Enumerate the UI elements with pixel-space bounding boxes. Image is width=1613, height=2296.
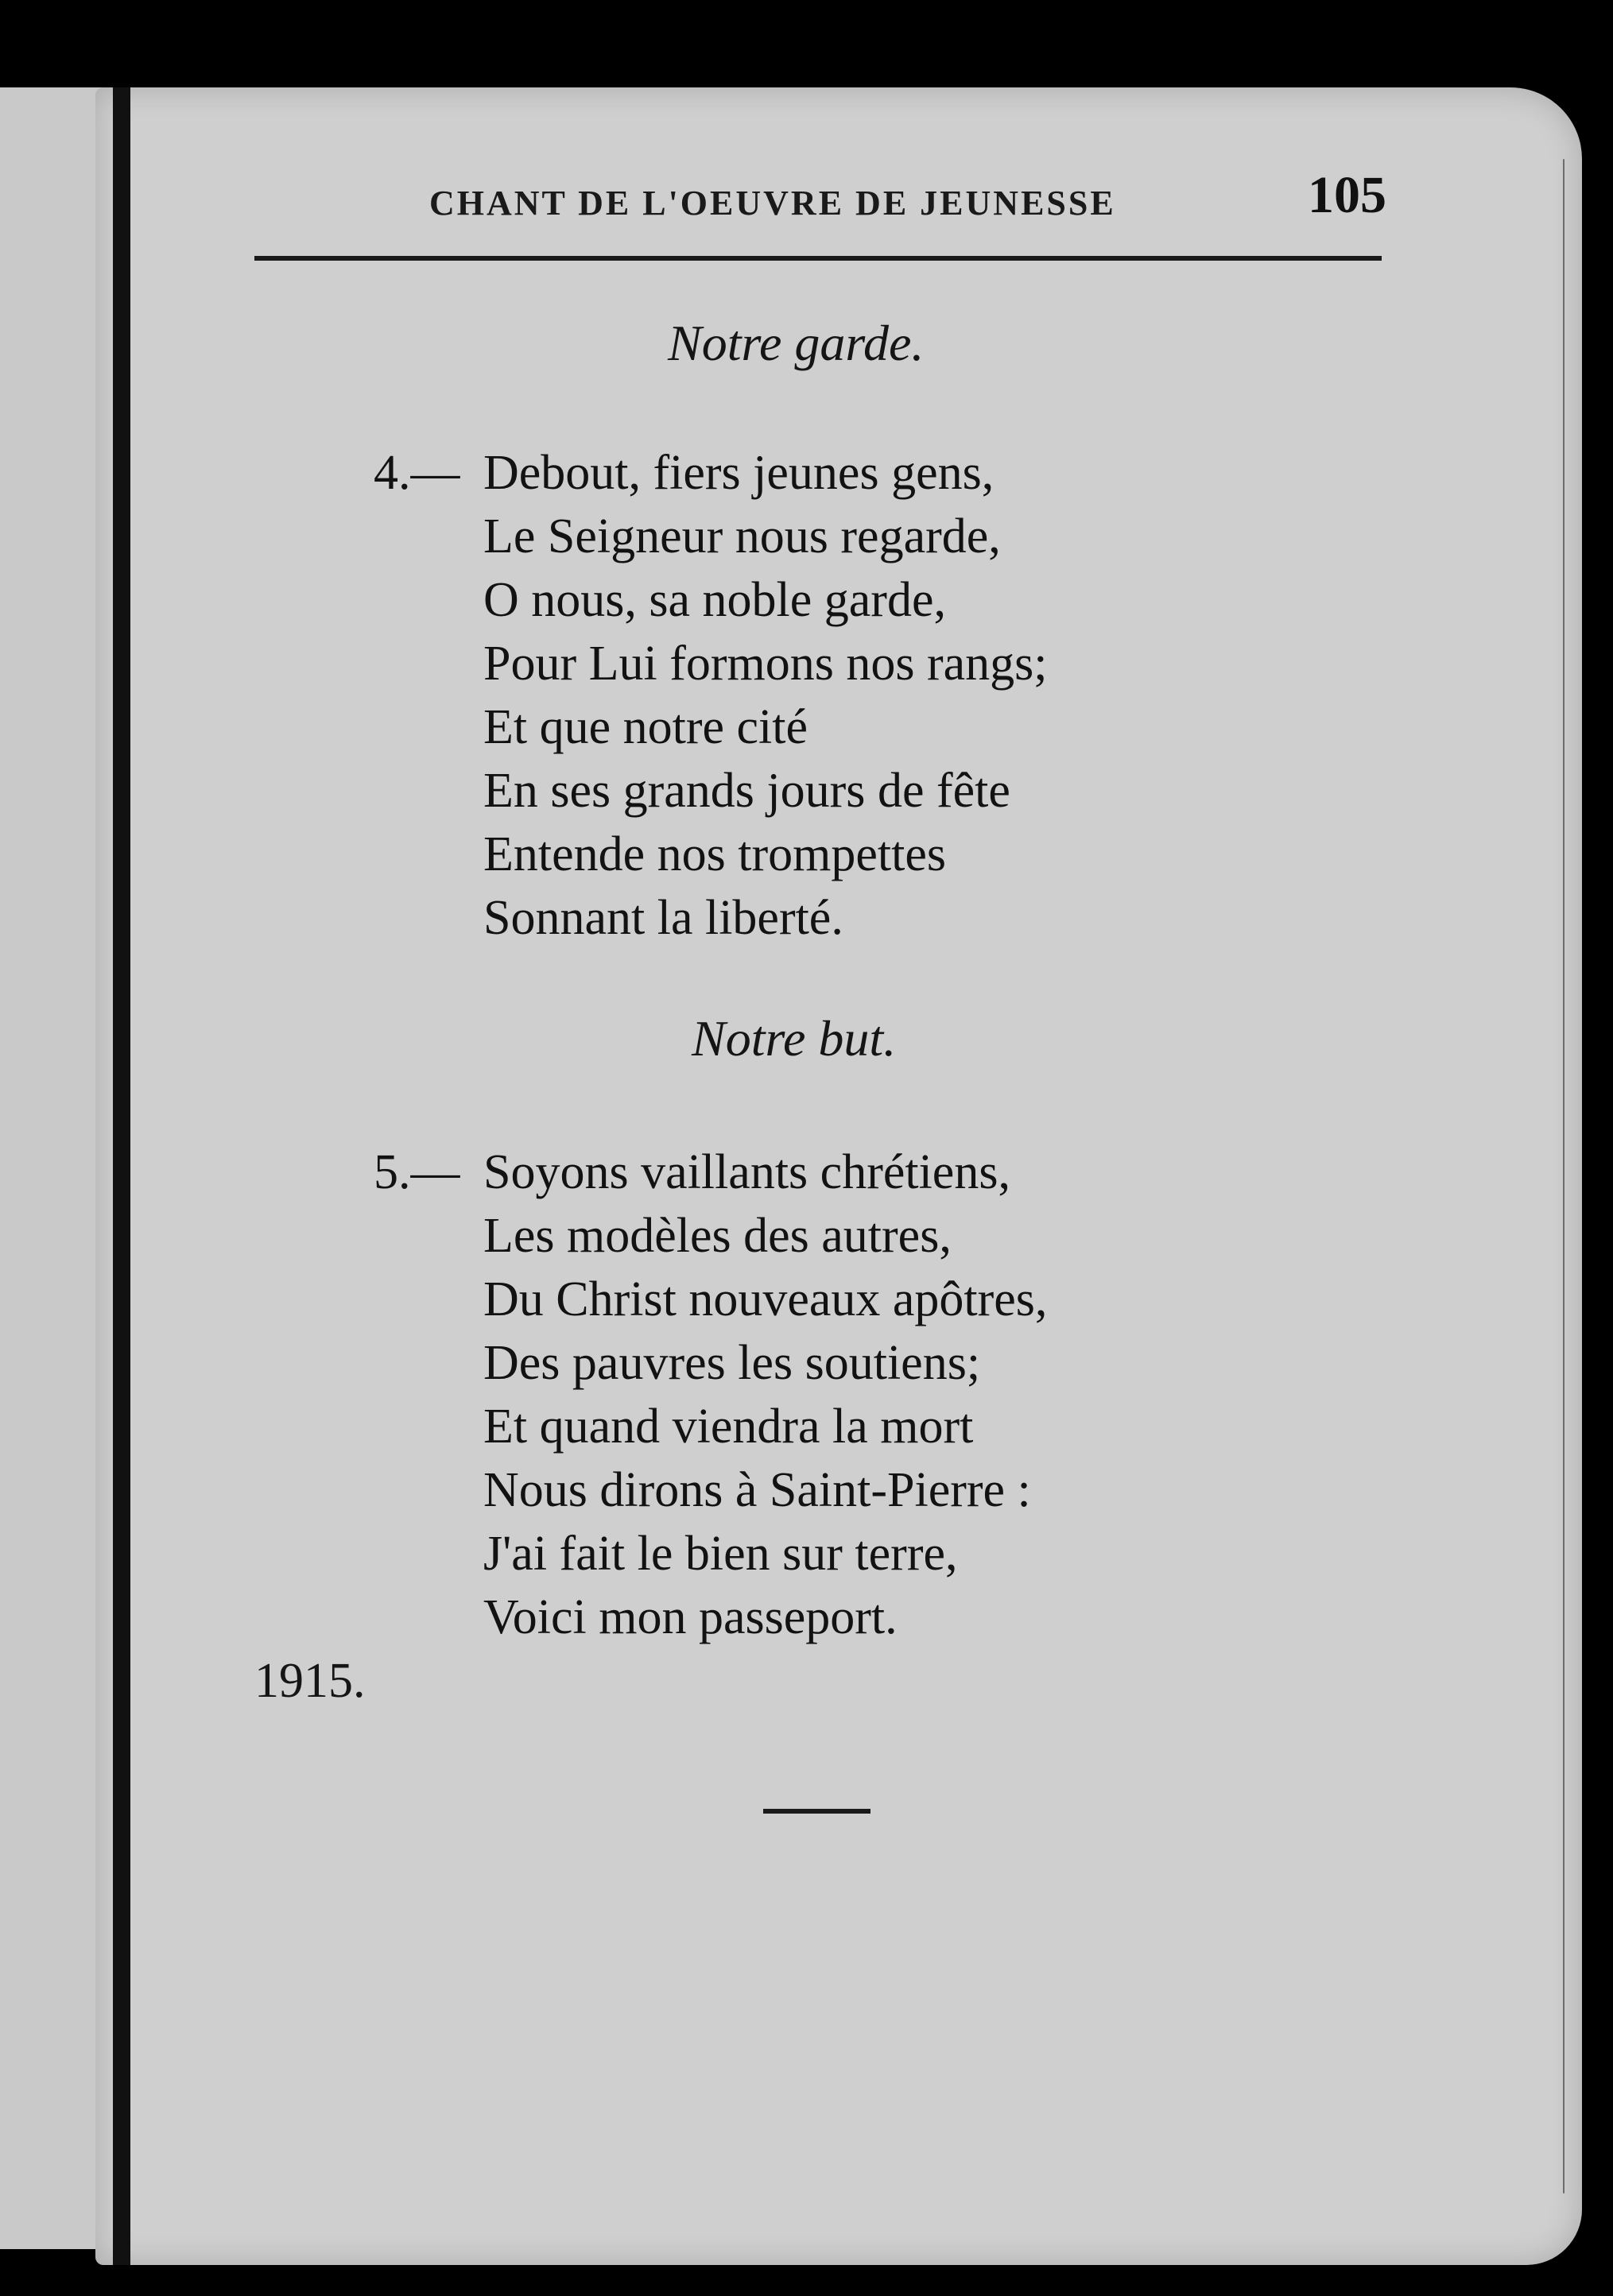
header-rule [254, 256, 1382, 261]
section-title-notre-garde: Notre garde. [668, 315, 925, 371]
verse-line: J'ai fait le bien sur terre, [483, 1527, 958, 1581]
running-head: CHANT DE L'OEUVRE DE JEUNESSE [429, 184, 1116, 223]
date-year: 1915. [254, 1654, 366, 1708]
verse-line: Sonnant la liberté. [483, 891, 843, 945]
stanza-number: 4.— [374, 446, 460, 500]
verse-line: Nous dirons à Saint-Pierre : [483, 1463, 1031, 1517]
verse-line: En ses grands jours de fête [483, 764, 1010, 818]
verse-line: Pour Lui formons nos rangs; [483, 637, 1048, 691]
verse-line: Et quand viendra la mort [483, 1400, 974, 1454]
stanza-4 [374, 441, 1048, 950]
verse-line: Du Christ nouveaux apôtres, [483, 1272, 1048, 1326]
section-title-notre-but: Notre but. [692, 1010, 897, 1067]
verse-line: Et que notre cité [483, 700, 808, 754]
end-rule [763, 1809, 870, 1814]
verse-line: Voici mon passeport. [483, 1590, 898, 1644]
page-gutter [113, 87, 130, 2265]
verse-line: 4.— Debout, fiers jeunes gens, [374, 441, 1048, 505]
verse-line: Des pauvres les soutiens; [483, 1336, 981, 1390]
verse-line: 5.— Soyons vaillants chrétiens, [374, 1140, 1047, 1204]
verse-line: Le Seigneur nous regarde, [483, 509, 1001, 563]
verse-line: O nous, sa noble garde, [483, 573, 946, 627]
verse-line: Entende nos trompettes [483, 827, 946, 881]
stanza-5 [374, 1140, 1047, 1649]
page-number: 105 [1308, 166, 1386, 224]
verse-line: Les modèles des autres, [483, 1209, 952, 1263]
stanza-number: 5.— [374, 1145, 460, 1199]
